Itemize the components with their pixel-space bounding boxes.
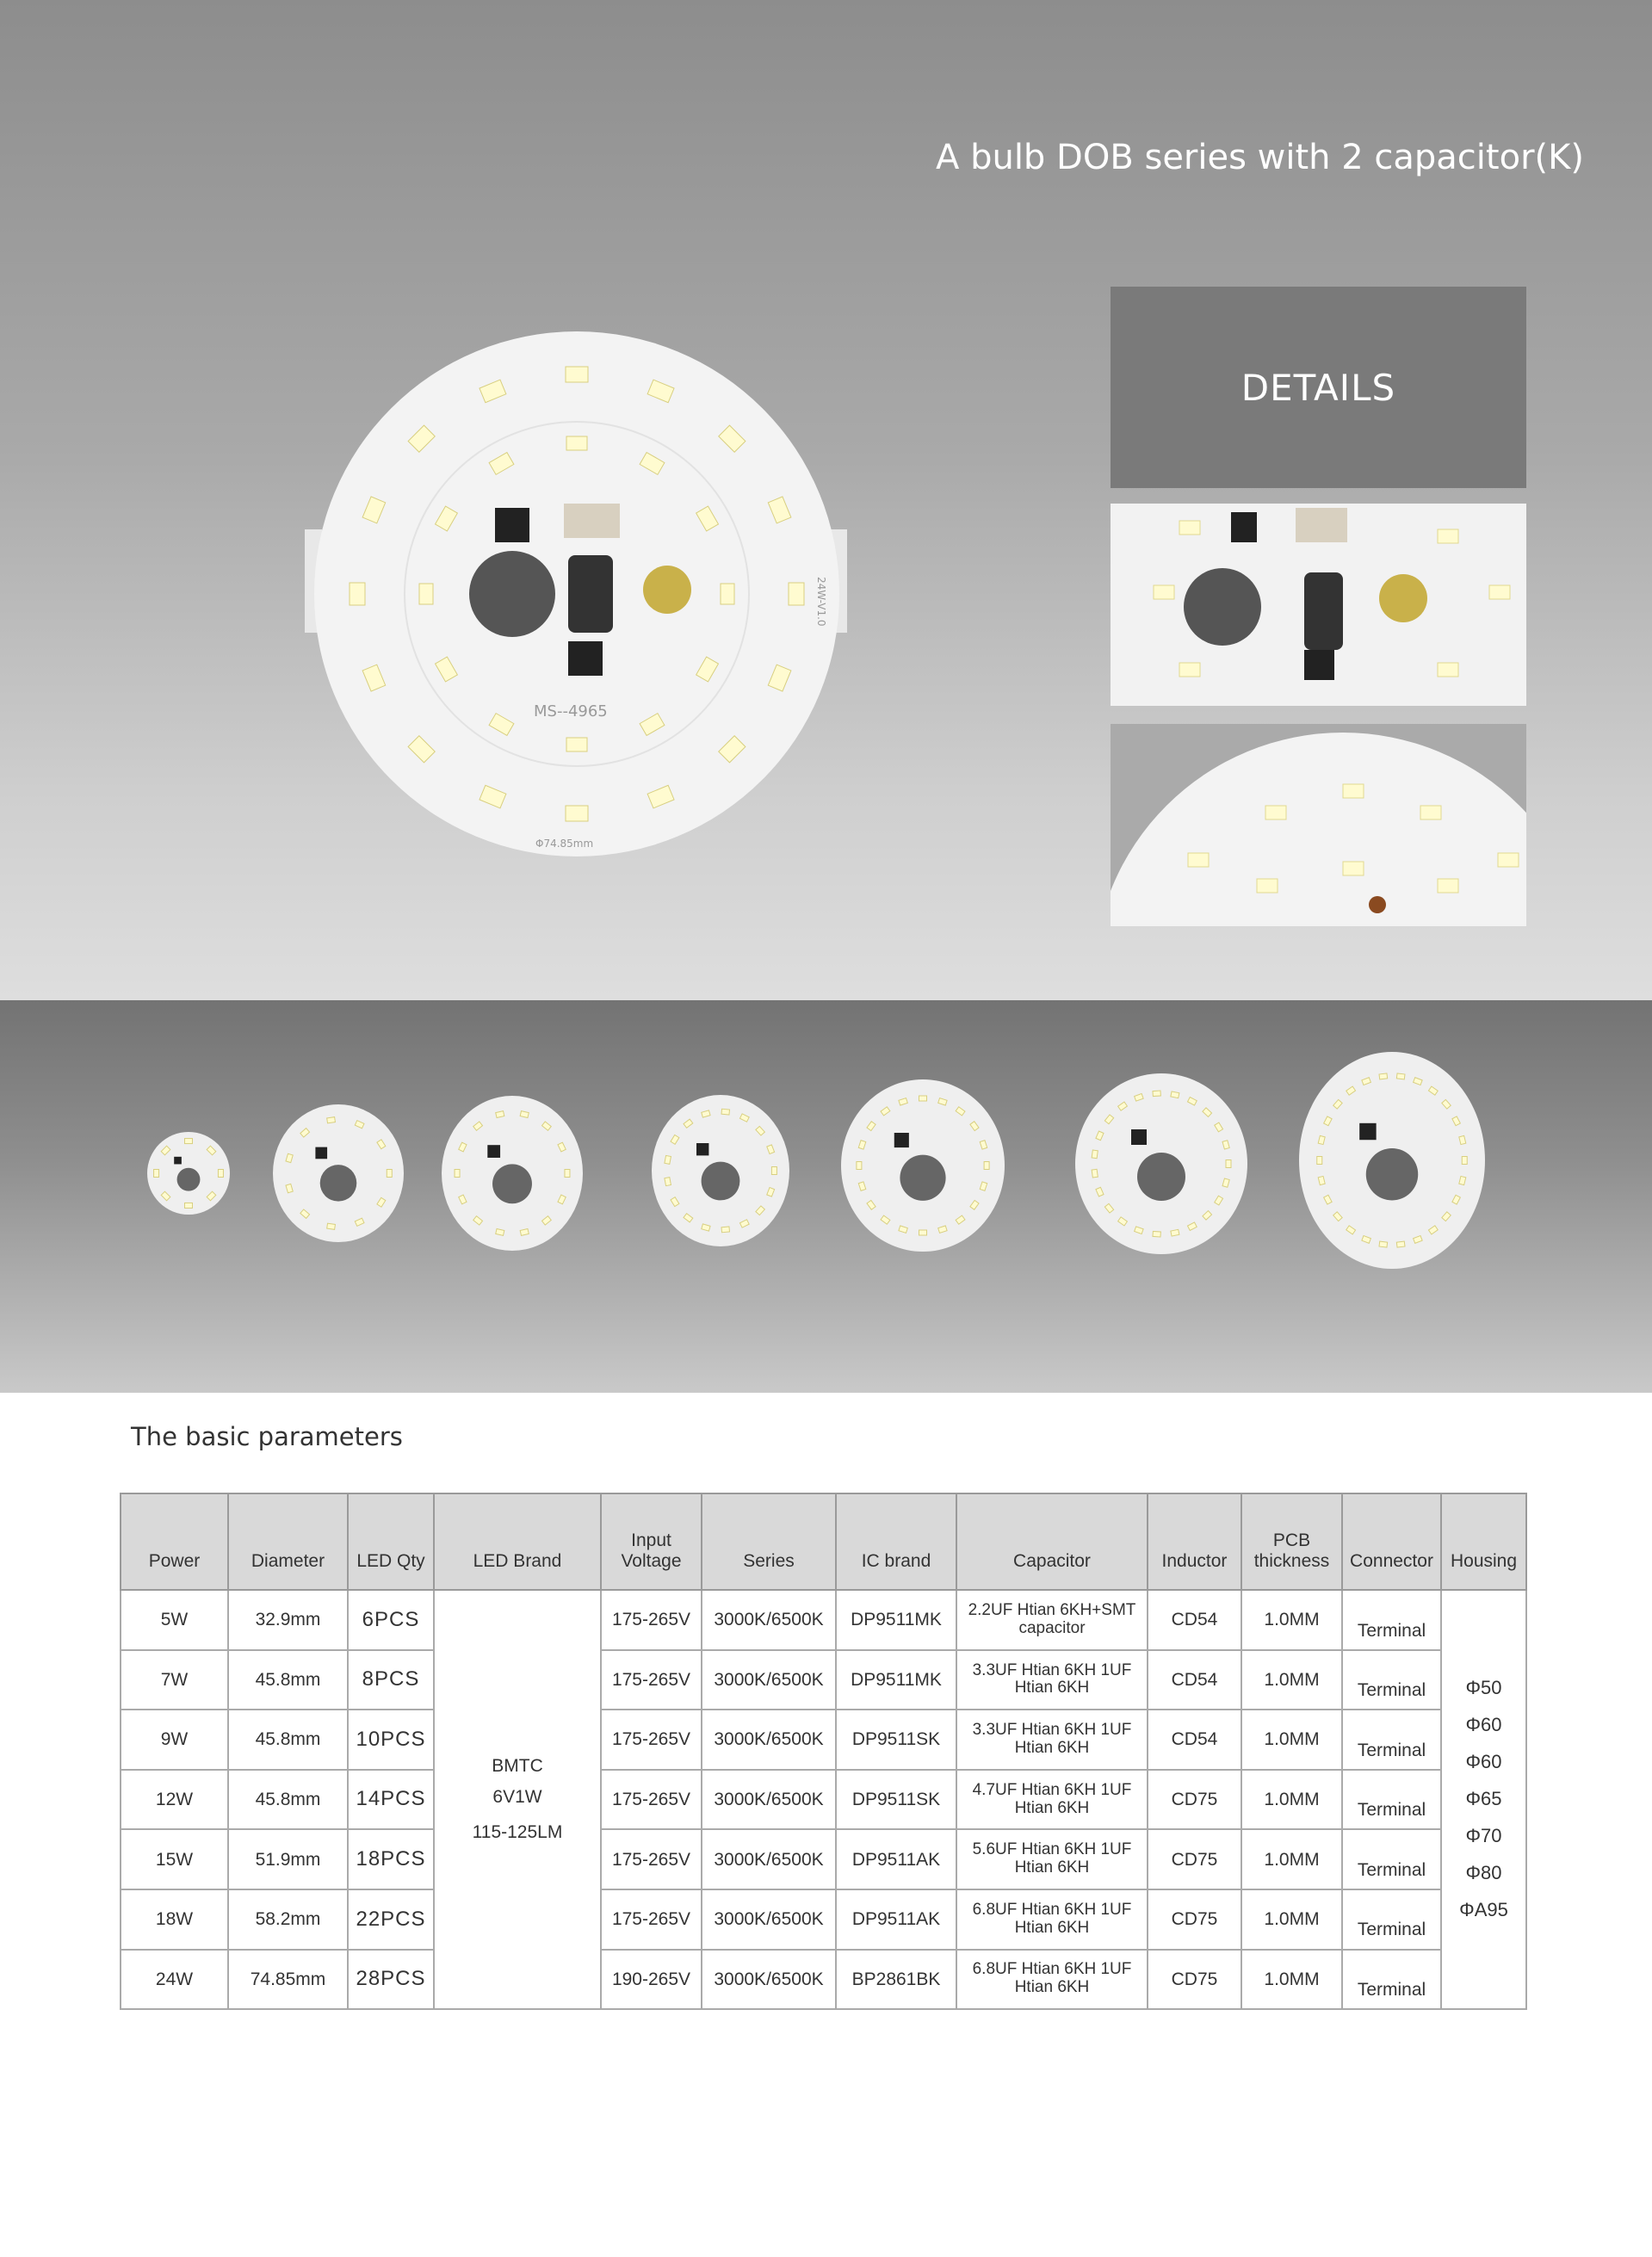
cell-ic: BP2861BK [836,1950,956,2010]
led-chip [566,806,588,821]
led-chip [566,738,587,751]
rectifier [564,504,620,538]
cell-ic: DP9511MK [836,1650,956,1710]
led-chip [566,367,588,382]
cell-qty: 6PCS [348,1590,434,1650]
detail-image-leds [1111,724,1526,926]
cell-qty: 22PCS [348,1889,434,1950]
led-chip [387,1170,392,1178]
led-chip [1092,1150,1098,1159]
led-chip [1396,1073,1405,1079]
cell-connector: Terminal [1342,1770,1441,1830]
led-chip [1379,1073,1388,1079]
cell-inductor: CD75 [1148,1770,1241,1830]
cell-inductor: CD75 [1148,1889,1241,1950]
cell-power: 18W [121,1889,228,1950]
cell-pcb: 1.0MM [1241,1710,1342,1770]
cell-inductor: CD75 [1148,1829,1241,1889]
cell-inductor: CD54 [1148,1710,1241,1770]
led-brand-line: BMTC [492,1756,543,1777]
ic-chip [495,508,529,542]
table-row [121,1770,1526,1830]
cell-connector: Terminal [1342,1650,1441,1710]
led-chip [771,1167,777,1175]
led-chip [1226,1160,1231,1168]
details-banner: DETAILS [1111,287,1526,488]
cell-connector: Terminal [1342,1710,1441,1770]
led-chip [185,1203,193,1208]
table-row [121,1710,1526,1770]
led-chip [327,1223,336,1229]
cell-voltage: 175-265V [601,1829,702,1889]
led-chip [565,1170,570,1178]
led-chip [520,1229,529,1236]
column-header: Housing [1441,1493,1526,1590]
led-chip [350,583,365,605]
led-chip [185,1139,193,1144]
cell-diameter: 45.8mm [228,1710,348,1770]
cell-capacitor: 6.8UF Htian 6KH 1UF Htian 6KH [956,1889,1148,1950]
cell-diameter: 32.9mm [228,1590,348,1650]
led-chip [721,1109,730,1115]
led-chip [857,1162,862,1170]
cell-connector: Terminal [1342,1889,1441,1950]
pcb-thumbnail [1075,1073,1247,1254]
led-chip [496,1229,504,1236]
table-row [121,1950,1526,2010]
column-header: Connector [1342,1493,1441,1590]
housing-size: Φ60 [1465,1751,1502,1773]
cell-ic: DP9511MK [836,1590,956,1650]
led-chip [984,1162,989,1170]
cell-capacitor: 6.8UF Htian 6KH 1UF Htian 6KH [956,1950,1148,2010]
led-chip [1396,1241,1405,1247]
housing-size: Φ50 [1465,1677,1502,1699]
column-header: Diameter [228,1493,348,1590]
table-row [121,1590,1526,1650]
led-brand-line: 115-125LM [472,1822,563,1843]
cell-voltage: 175-265V [601,1710,702,1770]
column-header: LED Brand [434,1493,601,1590]
pcb-side-label: 24W-V1.0 [815,577,827,627]
pcb-thumbnail [442,1096,583,1251]
column-header: Input Voltage [601,1493,702,1590]
table-row [121,1829,1526,1889]
housing-cell [1441,1590,1526,2009]
cell-capacitor: 3.3UF Htian 6KH 1UF Htian 6KH [956,1710,1148,1770]
led-chip [1462,1157,1467,1165]
capacitor [469,551,555,637]
parameters-table [120,1493,1527,2010]
led-chip [154,1170,159,1178]
cell-voltage: 175-265V [601,1650,702,1710]
led-chip [496,1111,504,1118]
led-chip [419,584,433,604]
led-brand-cell [434,1590,601,2009]
cell-capacitor: 2.2UF Htian 6KH+SMT capacitor [956,1590,1148,1650]
led-chip [665,1178,671,1186]
inductor [568,555,613,633]
cell-qty: 18PCS [348,1829,434,1889]
cell-series: 3000K/6500K [702,1950,836,2010]
cell-series: 3000K/6500K [702,1590,836,1650]
cell-diameter: 58.2mm [228,1889,348,1950]
cell-inductor: CD75 [1148,1950,1241,2010]
cell-series: 3000K/6500K [702,1650,836,1710]
cell-ic: DP9511SK [836,1770,956,1830]
cell-power: 9W [121,1710,228,1770]
main-pcb-image [301,318,852,869]
cell-qty: 14PCS [348,1770,434,1830]
cell-pcb: 1.0MM [1241,1829,1342,1889]
cell-diameter: 45.8mm [228,1770,348,1830]
cell-connector: Terminal [1342,1950,1441,2010]
cell-series: 3000K/6500K [702,1770,836,1830]
led-chip [721,1227,730,1233]
led-chip [919,1096,927,1101]
ic-chip [568,641,603,676]
led-chip [919,1230,927,1235]
cell-connector: Terminal [1342,1829,1441,1889]
cell-diameter: 45.8mm [228,1650,348,1710]
cell-power: 5W [121,1590,228,1650]
led-chip [1171,1229,1179,1236]
cell-inductor: CD54 [1148,1590,1241,1650]
hero-section [0,0,1652,1000]
cell-voltage: 175-265V [601,1889,702,1950]
cell-series: 3000K/6500K [702,1889,836,1950]
housing-size: Φ70 [1465,1825,1502,1847]
led-chip [520,1111,529,1118]
led-brand-line: 6V1W [492,1786,542,1807]
pcb-thumbnail [273,1104,404,1242]
cell-diameter: 74.85mm [228,1950,348,2010]
cell-capacitor: 4.7UF Htian 6KH 1UF Htian 6KH [956,1770,1148,1830]
product-lineup [0,1000,1652,1393]
capacitor-small [643,566,691,614]
pcb-diameter-label: Φ74.85mm [535,838,594,850]
cell-pcb: 1.0MM [1241,1770,1342,1830]
led-chip [566,436,587,450]
cell-pcb: 1.0MM [1241,1650,1342,1710]
cell-capacitor: 5.6UF Htian 6KH 1UF Htian 6KH [956,1829,1148,1889]
cell-power: 15W [121,1829,228,1889]
cell-pcb: 1.0MM [1241,1950,1342,2010]
housing-size: ΦA95 [1459,1898,1508,1920]
led-chip [789,583,804,605]
detail-image-components [1111,504,1526,706]
led-chip [1171,1091,1179,1098]
column-header: Inductor [1148,1493,1241,1590]
led-chip [1153,1231,1160,1237]
column-header: Power [121,1493,228,1590]
cell-pcb: 1.0MM [1241,1889,1342,1950]
cell-series: 3000K/6500K [702,1710,836,1770]
column-header: Capacitor [956,1493,1148,1590]
led-chip [721,584,734,604]
pcb-thumbnail [841,1079,1005,1252]
cell-qty: 10PCS [348,1710,434,1770]
column-header: PCB thickness [1241,1493,1342,1590]
cell-voltage: 190-265V [601,1950,702,2010]
cell-qty: 28PCS [348,1950,434,2010]
cell-capacitor: 3.3UF Htian 6KH 1UF Htian 6KH [956,1650,1148,1710]
cell-voltage: 175-265V [601,1770,702,1830]
cell-ic: DP9511SK [836,1710,956,1770]
led-chip [218,1170,223,1178]
cell-qty: 8PCS [348,1650,434,1710]
led-chip [1317,1157,1322,1165]
table-row [121,1650,1526,1710]
column-header: LED Qty [348,1493,434,1590]
cell-inductor: CD54 [1148,1650,1241,1710]
led-chip [327,1117,336,1123]
pcb-thumbnail [147,1132,230,1215]
led-chip [1379,1241,1388,1247]
parameters-heading: The basic parameters [131,1422,403,1451]
led-chip [1153,1091,1160,1097]
cell-pcb: 1.0MM [1241,1590,1342,1650]
housing-size: Φ60 [1465,1714,1502,1736]
column-header: IC brand [836,1493,956,1590]
pcb-model-label: MS--4965 [534,702,608,720]
led-chip [665,1155,671,1164]
pcb-lineup-image [0,1000,1652,1393]
column-header: Series [702,1493,836,1590]
cell-power: 12W [121,1770,228,1830]
led-chip [1092,1169,1098,1178]
page-title: A bulb DOB series with 2 capacitor(K) [936,138,1584,177]
pcb-thumbnail [652,1095,789,1246]
led-chip [455,1170,460,1178]
cell-ic: DP9511AK [836,1829,956,1889]
pcb-thumbnail [1299,1052,1485,1269]
cell-connector: Terminal [1342,1590,1441,1650]
cell-series: 3000K/6500K [702,1829,836,1889]
housing-size: Φ80 [1465,1861,1502,1883]
cell-ic: DP9511AK [836,1889,956,1950]
housing-size: Φ65 [1465,1788,1502,1810]
table-row [121,1889,1526,1950]
cell-power: 7W [121,1650,228,1710]
cell-voltage: 175-265V [601,1590,702,1650]
cell-diameter: 51.9mm [228,1829,348,1889]
cell-power: 24W [121,1950,228,2010]
